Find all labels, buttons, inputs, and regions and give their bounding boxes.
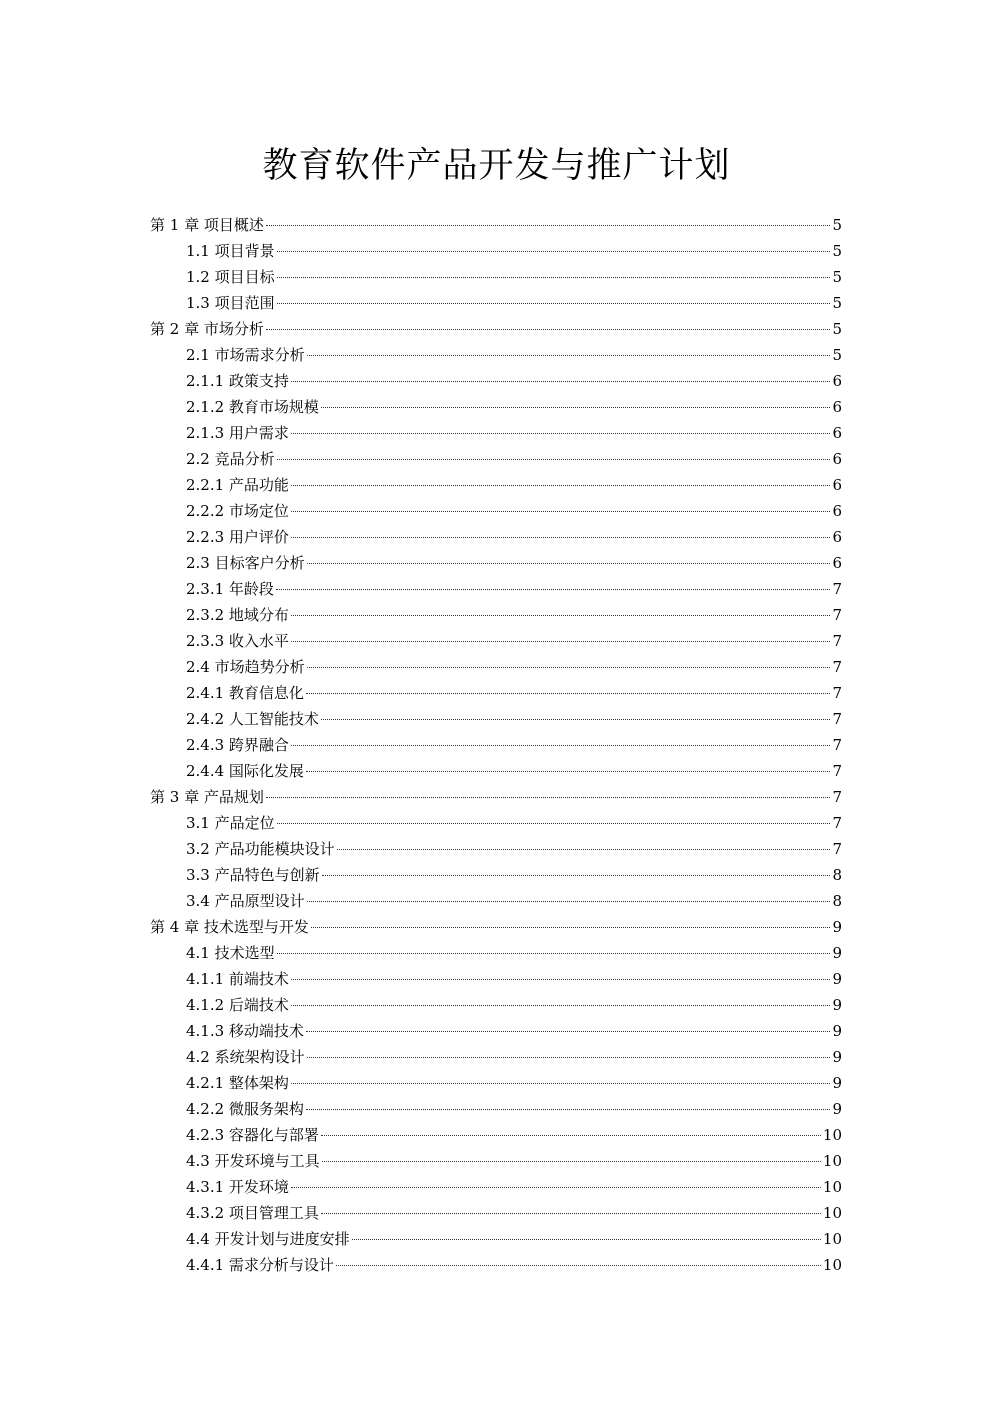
toc-dot-leader [322, 1160, 821, 1162]
toc-entry-label: 4.2.3 容器化与部署 [186, 1126, 319, 1144]
toc-entry[interactable] [150, 316, 842, 342]
toc-entry[interactable] [150, 1252, 842, 1278]
toc-dot-leader [306, 1030, 831, 1032]
toc-entry-page-number: 6 [832, 502, 842, 520]
toc-dot-leader [266, 328, 831, 330]
toc-entry-label: 2.4 市场趋势分析 [186, 658, 305, 676]
toc-entry-page-number: 7 [832, 710, 842, 728]
toc-entry-label: 4.1.1 前端技术 [186, 970, 289, 988]
toc-entry-label: 3.1 产品定位 [186, 814, 275, 832]
toc-dot-leader [277, 458, 831, 460]
toc-dot-leader [321, 406, 831, 408]
toc-entry-page-number: 7 [832, 840, 842, 858]
toc-entry[interactable] [150, 264, 842, 290]
toc-entry-label: 第 2 章 市场分析 [150, 320, 264, 338]
toc-entry-page-number: 5 [832, 216, 842, 234]
toc-entry-page-number: 6 [832, 372, 842, 390]
toc-entry-label: 4.3 开发环境与工具 [186, 1152, 320, 1170]
toc-entry[interactable] [150, 706, 842, 732]
toc-entry[interactable] [150, 1070, 842, 1096]
toc-entry-page-number: 6 [832, 528, 842, 546]
toc-dot-leader [277, 276, 831, 278]
toc-entry-page-number: 10 [822, 1152, 842, 1170]
toc-entry[interactable] [150, 602, 842, 628]
document-title: 教育软件产品开发与推广计划 [262, 146, 731, 186]
toc-dot-leader [277, 302, 831, 304]
toc-dot-leader [321, 1134, 821, 1136]
toc-entry-label: 4.2.2 微服务架构 [186, 1100, 304, 1118]
toc-entry-page-number: 10 [822, 1256, 842, 1274]
toc-entry[interactable] [150, 368, 842, 394]
toc-entry[interactable] [150, 1018, 842, 1044]
toc-entry-page-number: 6 [832, 554, 842, 572]
toc-entry-page-number: 6 [832, 450, 842, 468]
toc-entry-page-number: 10 [822, 1230, 842, 1248]
toc-dot-leader [321, 1212, 821, 1214]
toc-dot-leader [277, 952, 831, 954]
toc-entry-label: 1.1 项目背景 [186, 242, 275, 260]
toc-entry[interactable] [150, 1174, 842, 1200]
toc-entry-label: 2.3.3 收入水平 [186, 632, 289, 650]
toc-entry-page-number: 5 [832, 268, 842, 286]
toc-entry-page-number: 9 [832, 970, 842, 988]
toc-entry[interactable] [150, 836, 842, 862]
toc-entry-label: 2.4.4 国际化发展 [186, 762, 304, 780]
toc-entry[interactable] [150, 862, 842, 888]
toc-entry-page-number: 5 [832, 320, 842, 338]
toc-entry-label: 2.1.1 政策支持 [186, 372, 289, 390]
toc-dot-leader [336, 1264, 821, 1266]
toc-entry-label: 1.2 项目目标 [186, 268, 275, 286]
toc-entry-label: 3.3 产品特色与创新 [186, 866, 320, 884]
toc-dot-leader [291, 536, 831, 538]
toc-dot-leader [291, 484, 831, 486]
toc-dot-leader [311, 926, 831, 928]
toc-entry-page-number: 9 [832, 1100, 842, 1118]
toc-entry-label: 4.1 技术选型 [186, 944, 275, 962]
toc-dot-leader [307, 900, 831, 902]
toc-entry-page-number: 8 [832, 892, 842, 910]
toc-entry-label: 2.2.1 产品功能 [186, 476, 289, 494]
toc-entry-label: 2.2 竞品分析 [186, 450, 275, 468]
toc-entry-page-number: 8 [832, 866, 842, 884]
toc-entry-page-number: 7 [832, 580, 842, 598]
toc-entry-label: 2.2.2 市场定位 [186, 502, 289, 520]
toc-entry-page-number: 9 [832, 1074, 842, 1092]
toc-entry-page-number: 9 [832, 918, 842, 936]
toc-dot-leader [291, 1004, 831, 1006]
toc-entry-label: 4.4 开发计划与进度安排 [186, 1230, 350, 1248]
toc-entry-label: 2.4.3 跨界融合 [186, 736, 289, 754]
toc-entry-label: 2.4.1 教育信息化 [186, 684, 304, 702]
toc-entry-label: 2.4.2 人工智能技术 [186, 710, 319, 728]
toc-dot-leader [266, 224, 831, 226]
toc-entry[interactable] [150, 472, 842, 498]
toc-entry-page-number: 5 [832, 294, 842, 312]
toc-dot-leader [277, 822, 831, 824]
toc-dot-leader [291, 432, 831, 434]
toc-entry[interactable] [150, 524, 842, 550]
toc-entry[interactable] [150, 290, 842, 316]
toc-entry[interactable] [150, 680, 842, 706]
toc-dot-leader [291, 978, 831, 980]
table-of-contents [150, 212, 842, 1278]
toc-entry[interactable] [150, 810, 842, 836]
toc-entry-label: 2.3.1 年龄段 [186, 580, 274, 598]
toc-entry-label: 2.1.2 教育市场规模 [186, 398, 319, 416]
toc-entry-page-number: 7 [832, 684, 842, 702]
toc-entry-label: 1.3 项目范围 [186, 294, 275, 312]
toc-entry-label: 2.3 目标客户分析 [186, 554, 305, 572]
toc-dot-leader [266, 796, 831, 798]
toc-entry[interactable] [150, 1122, 842, 1148]
toc-entry[interactable] [150, 758, 842, 784]
toc-entry[interactable] [150, 1200, 842, 1226]
toc-entry[interactable] [150, 420, 842, 446]
toc-entry-page-number: 9 [832, 1048, 842, 1066]
toc-entry-page-number: 6 [832, 476, 842, 494]
toc-entry-page-number: 10 [822, 1126, 842, 1144]
toc-dot-leader [291, 744, 831, 746]
toc-dot-leader [307, 1056, 831, 1058]
toc-entry-page-number: 7 [832, 736, 842, 754]
toc-entry-label: 第 1 章 项目概述 [150, 216, 264, 234]
toc-entry-label: 2.1.3 用户需求 [186, 424, 289, 442]
toc-entry-label: 第 3 章 产品规划 [150, 788, 264, 806]
toc-entry[interactable] [150, 1096, 842, 1122]
toc-entry-label: 4.1.2 后端技术 [186, 996, 289, 1014]
toc-entry-label: 3.4 产品原型设计 [186, 892, 305, 910]
toc-entry-page-number: 6 [832, 398, 842, 416]
toc-dot-leader [307, 562, 831, 564]
toc-dot-leader [291, 614, 831, 616]
toc-entry[interactable] [150, 238, 842, 264]
toc-dot-leader [291, 1186, 821, 1188]
toc-entry[interactable] [150, 992, 842, 1018]
toc-dot-leader [307, 354, 831, 356]
toc-dot-leader [306, 770, 831, 772]
toc-entry[interactable] [150, 550, 842, 576]
toc-dot-leader [277, 250, 831, 252]
toc-entry-label: 4.3.2 项目管理工具 [186, 1204, 319, 1222]
toc-entry-page-number: 9 [832, 1022, 842, 1040]
toc-dot-leader [291, 640, 831, 642]
toc-entry[interactable] [150, 446, 842, 472]
toc-entry-page-number: 5 [832, 242, 842, 260]
toc-dot-leader [306, 1108, 831, 1110]
toc-entry-page-number: 7 [832, 658, 842, 676]
toc-dot-leader [291, 380, 831, 382]
toc-entry-page-number: 7 [832, 814, 842, 832]
toc-entry-page-number: 7 [832, 762, 842, 780]
toc-entry[interactable] [150, 914, 842, 940]
toc-entry[interactable] [150, 576, 842, 602]
toc-entry-label: 4.2.1 整体架构 [186, 1074, 289, 1092]
toc-entry[interactable] [150, 654, 842, 680]
toc-entry-page-number: 10 [822, 1204, 842, 1222]
toc-entry-page-number: 10 [822, 1178, 842, 1196]
toc-dot-leader [291, 510, 831, 512]
toc-entry-page-number: 7 [832, 632, 842, 650]
toc-entry-page-number: 9 [832, 944, 842, 962]
toc-entry[interactable] [150, 732, 842, 758]
toc-entry-label: 2.1 市场需求分析 [186, 346, 305, 364]
toc-dot-leader [307, 666, 831, 668]
toc-entry-label: 4.4.1 需求分析与设计 [186, 1256, 334, 1274]
toc-entry-label: 3.2 产品功能模块设计 [186, 840, 335, 858]
toc-entry-label: 4.3.1 开发环境 [186, 1178, 289, 1196]
toc-entry-page-number: 9 [832, 996, 842, 1014]
toc-dot-leader [352, 1238, 821, 1240]
toc-entry-label: 2.2.3 用户评价 [186, 528, 289, 546]
toc-dot-leader [306, 692, 831, 694]
toc-dot-leader [291, 1082, 831, 1084]
toc-entry-label: 2.3.2 地域分布 [186, 606, 289, 624]
toc-entry[interactable] [150, 342, 842, 368]
toc-entry-page-number: 6 [832, 424, 842, 442]
toc-entry[interactable] [150, 212, 842, 238]
toc-entry[interactable] [150, 1148, 842, 1174]
toc-entry-label: 4.1.3 移动端技术 [186, 1022, 304, 1040]
toc-entry[interactable] [150, 784, 842, 810]
toc-dot-leader [321, 718, 831, 720]
toc-entry-label: 4.2 系统架构设计 [186, 1048, 305, 1066]
toc-dot-leader [337, 848, 831, 850]
toc-entry[interactable] [150, 940, 842, 966]
toc-entry[interactable] [150, 966, 842, 992]
toc-entry[interactable] [150, 394, 842, 420]
toc-entry-page-number: 7 [832, 606, 842, 624]
toc-entry[interactable] [150, 628, 842, 654]
toc-entry-page-number: 5 [832, 346, 842, 364]
toc-entry-page-number: 7 [832, 788, 842, 806]
toc-entry[interactable] [150, 498, 842, 524]
toc-entry[interactable] [150, 1044, 842, 1070]
toc-entry[interactable] [150, 1226, 842, 1252]
toc-dot-leader [322, 874, 831, 876]
toc-entry[interactable] [150, 888, 842, 914]
toc-dot-leader [276, 588, 831, 590]
toc-entry-label: 第 4 章 技术选型与开发 [150, 918, 309, 936]
